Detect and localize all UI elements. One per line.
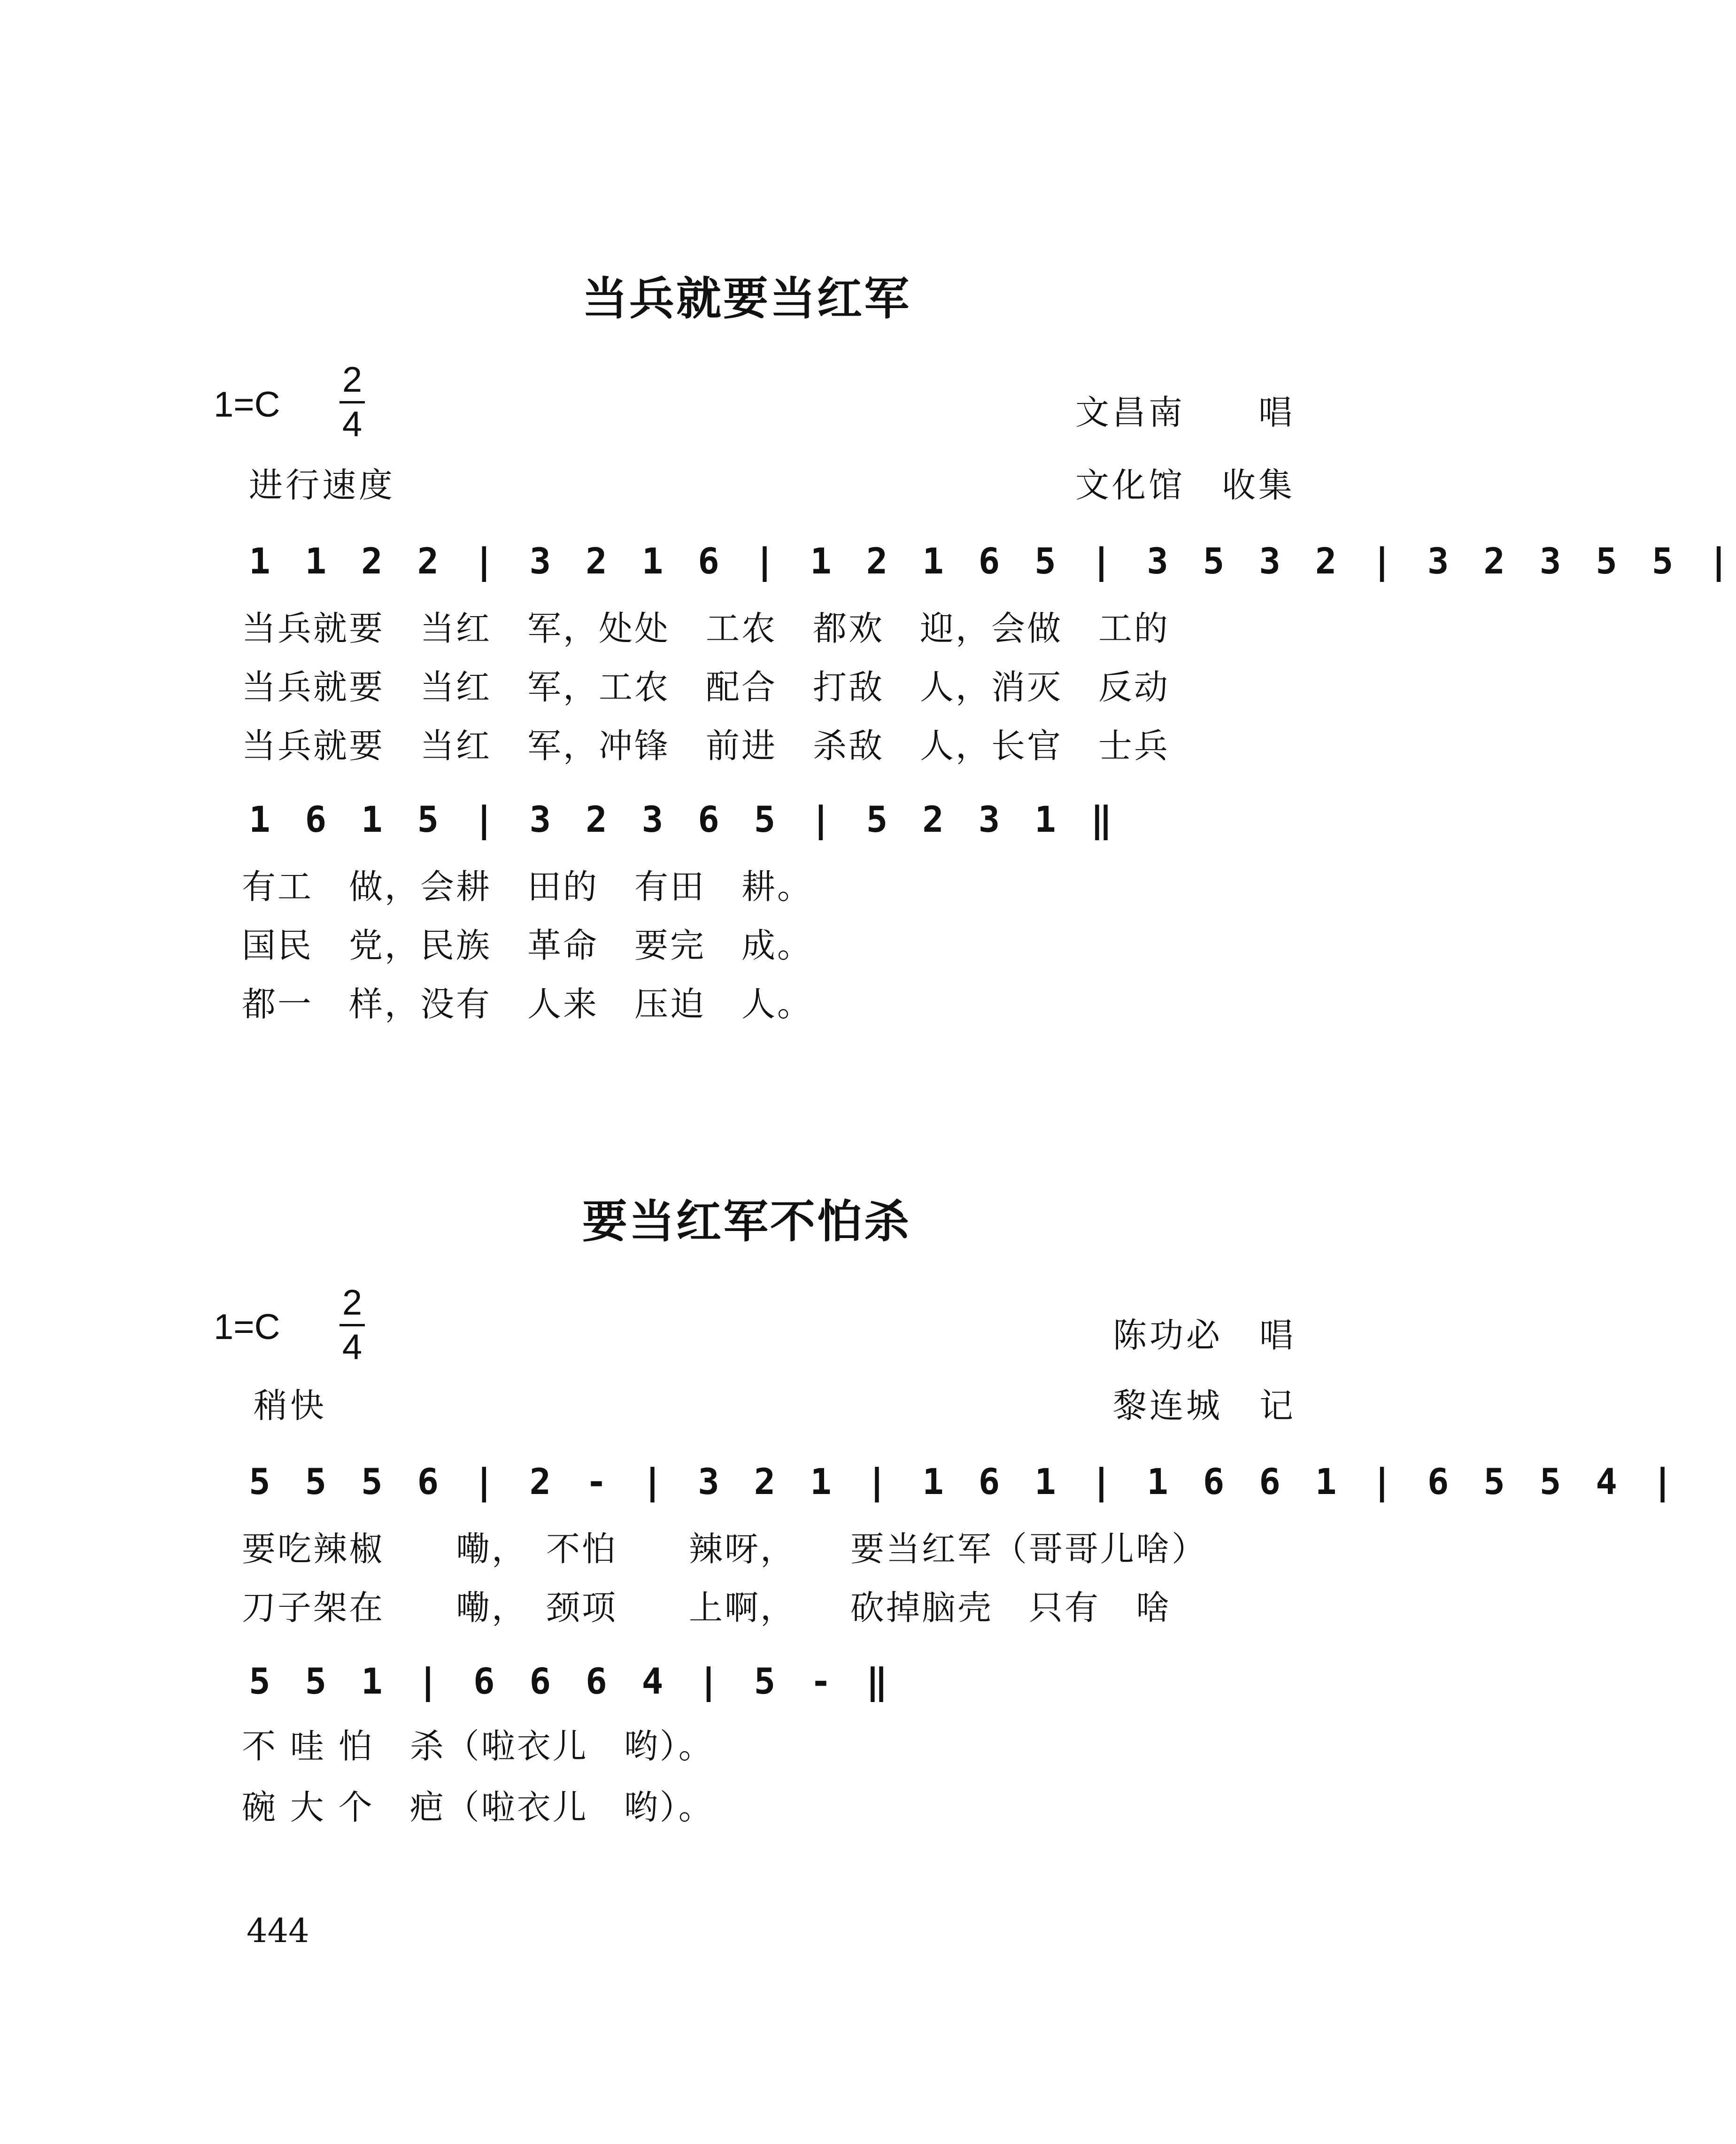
lyric-line: 不 哇 怕 杀（啦衣儿 哟）。: [242, 1726, 714, 1766]
singer-credit: 陈功必 唱: [1113, 1316, 1296, 1355]
key-signature: 1=C: [214, 385, 280, 425]
lyric-line: 当兵就要 当红 军，冲锋 前进 杀敌 人，长官 士兵: [242, 726, 1170, 766]
lyric-line: 有工 做，会耕 田的 有田 耕。: [242, 867, 813, 906]
lyric-line: 都一 样，没有 人来 压迫 人。: [242, 984, 813, 1024]
time-denominator: 4: [342, 1327, 363, 1367]
collector-credit: 文化馆 收集: [1075, 465, 1296, 505]
key-signature: 1=C: [214, 1307, 280, 1347]
lyric-line: 国民 党，民族 革命 要完 成。: [242, 926, 813, 965]
time-numerator: 2: [342, 360, 363, 400]
notation-line: 5 5 5 6 | 2 - | 3 2 1 | 1 6 1 | 1 6 6 1 | 6 5 5 4 |: [249, 1461, 1680, 1502]
tempo-marking: 进行速度: [249, 465, 396, 505]
lyric-line: 碗 大 个 疤（啦衣儿 哟）。: [242, 1788, 714, 1827]
page-number: 444: [247, 1912, 309, 1950]
collector-credit: 黎连城 记: [1113, 1386, 1296, 1425]
notation-line: 1 1 2 2 | 3 2 1 6 | 1 2 1 6 5 | 3 5 3 2 | 3 2 3 5 5 |: [249, 540, 1736, 582]
lyric-line: 当兵就要 当红 军，工农 配合 打敌 人，消灭 反动: [242, 667, 1170, 707]
fraction-bar: [339, 1324, 365, 1326]
time-signature: [336, 1285, 369, 1366]
fraction-bar: [339, 401, 365, 403]
lyric-line: 当兵就要 当红 军，处处 工农 都欢 迎，会做 工的: [242, 609, 1170, 648]
time-denominator: 4: [342, 404, 363, 444]
notation-line: 5 5 1 | 6 6 6 4 | 5 - ‖: [249, 1660, 895, 1702]
song-title: 要当红军不怕杀: [582, 1195, 911, 1248]
song-title: 当兵就要当红军: [582, 272, 911, 325]
lyric-line: 要吃辣椒 嘞， 不怕 辣呀， 要当红军（哥哥儿啥）: [242, 1529, 1208, 1569]
notation-line: 1 6 1 5 | 3 2 3 6 5 | 5 2 3 1 ‖: [249, 798, 1119, 840]
time-signature: [336, 362, 369, 443]
tempo-marking: 稍快: [254, 1386, 327, 1425]
lyric-line: 刀子架在 嘞， 颈项 上啊， 砍掉脑壳 只有 啥: [242, 1588, 1172, 1627]
singer-credit: 文昌南 唱: [1075, 393, 1296, 432]
time-numerator: 2: [342, 1283, 363, 1323]
